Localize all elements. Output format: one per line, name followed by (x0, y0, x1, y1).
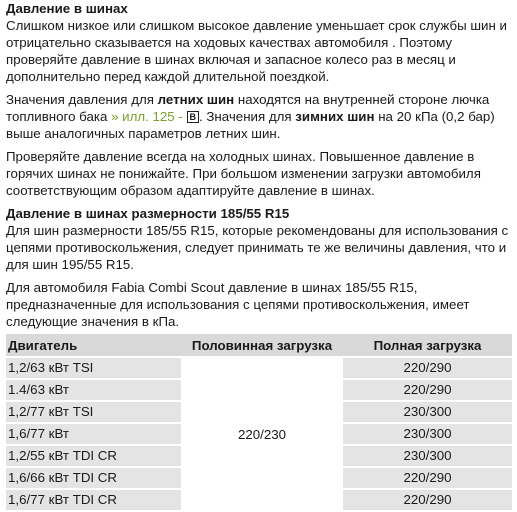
section-title-185-55: Давление в шинах размерности 185/55 R15 (6, 206, 290, 221)
section-title-tire-pressure: Давление в шинах (6, 1, 128, 16)
paragraph-intro: Слишком низкое или слишком высокое давление уменьшает срок службы шин и отрицательно сказывается на ходовых качествах автомобиля . Поэтому проверяйте давление в шинах включая и запасное колесо раз в месяц и дополнительно перед каждой длительной поездкой. (6, 18, 507, 84)
full-load-cell: 220/290 (343, 358, 512, 380)
paragraph-185-55: Для шин размерности 185/55 R15, которые рекомендованы для использования с цепями противоскольжения, следует принимать те же величины давления, что и для шин 195/55 R15. (6, 223, 509, 272)
paragraph-cold-tires: Проверяйте давление всегда на холодных шинах. Повышенное давление в горячих шинах не понижайте. При большом изменении загрузки автомобиля соответствующим образом адаптируйте давление в шинах. (6, 149, 481, 198)
header-engine: Двигатель (6, 334, 181, 358)
figure-link[interactable]: » илл. 125 - (111, 109, 183, 124)
full-load-cell: 230/300 (343, 424, 512, 446)
paragraph-fabia-scout: Для автомобиля Fabia Combi Scout давление в шинах 185/55 R15, предназначенные для использования с цепями противоскольжения, имеет следующие значения в кПа. (6, 280, 470, 329)
table-row (6, 358, 512, 380)
full-load-cell: 230/300 (343, 446, 512, 468)
engine-cell: 1,2/63 кВт TSI (6, 358, 181, 380)
full-load-cell: 220/290 (343, 380, 512, 402)
full-load-cell: 220/290 (343, 468, 512, 490)
document-page (6, 0, 511, 512)
engine-cell: 1,6/66 кВт TDI CR (6, 468, 181, 490)
engine-cell: 1,2/55 кВт TDI CR (6, 446, 181, 468)
engine-cell: 1,6/77 кВт TDI CR (6, 490, 181, 512)
engine-cell: 1,2/77 кВт TSI (6, 402, 181, 424)
header-half-load: Половинная загрузка (181, 334, 343, 358)
engine-cell: 1.4/63 кВт (6, 380, 181, 402)
full-load-cell: 230/300 (343, 402, 512, 424)
header-full-load: Полная загрузка (343, 334, 512, 358)
pressure-table (6, 334, 512, 512)
half-load-cell: 220/230 (181, 358, 343, 512)
engine-cell: 1,6/77 кВт (6, 424, 181, 446)
paragraph-values: Значения давления для летних шин находятся на внутренней стороне лючка топливного бака » илл. 125 - B . Значения для зимних шин на 20 кПа (0,2 бар) выше аналогичных параметров летних шин. (6, 92, 495, 141)
full-load-cell: 220/290 (343, 490, 512, 512)
figure-marker-b: B (187, 111, 200, 123)
